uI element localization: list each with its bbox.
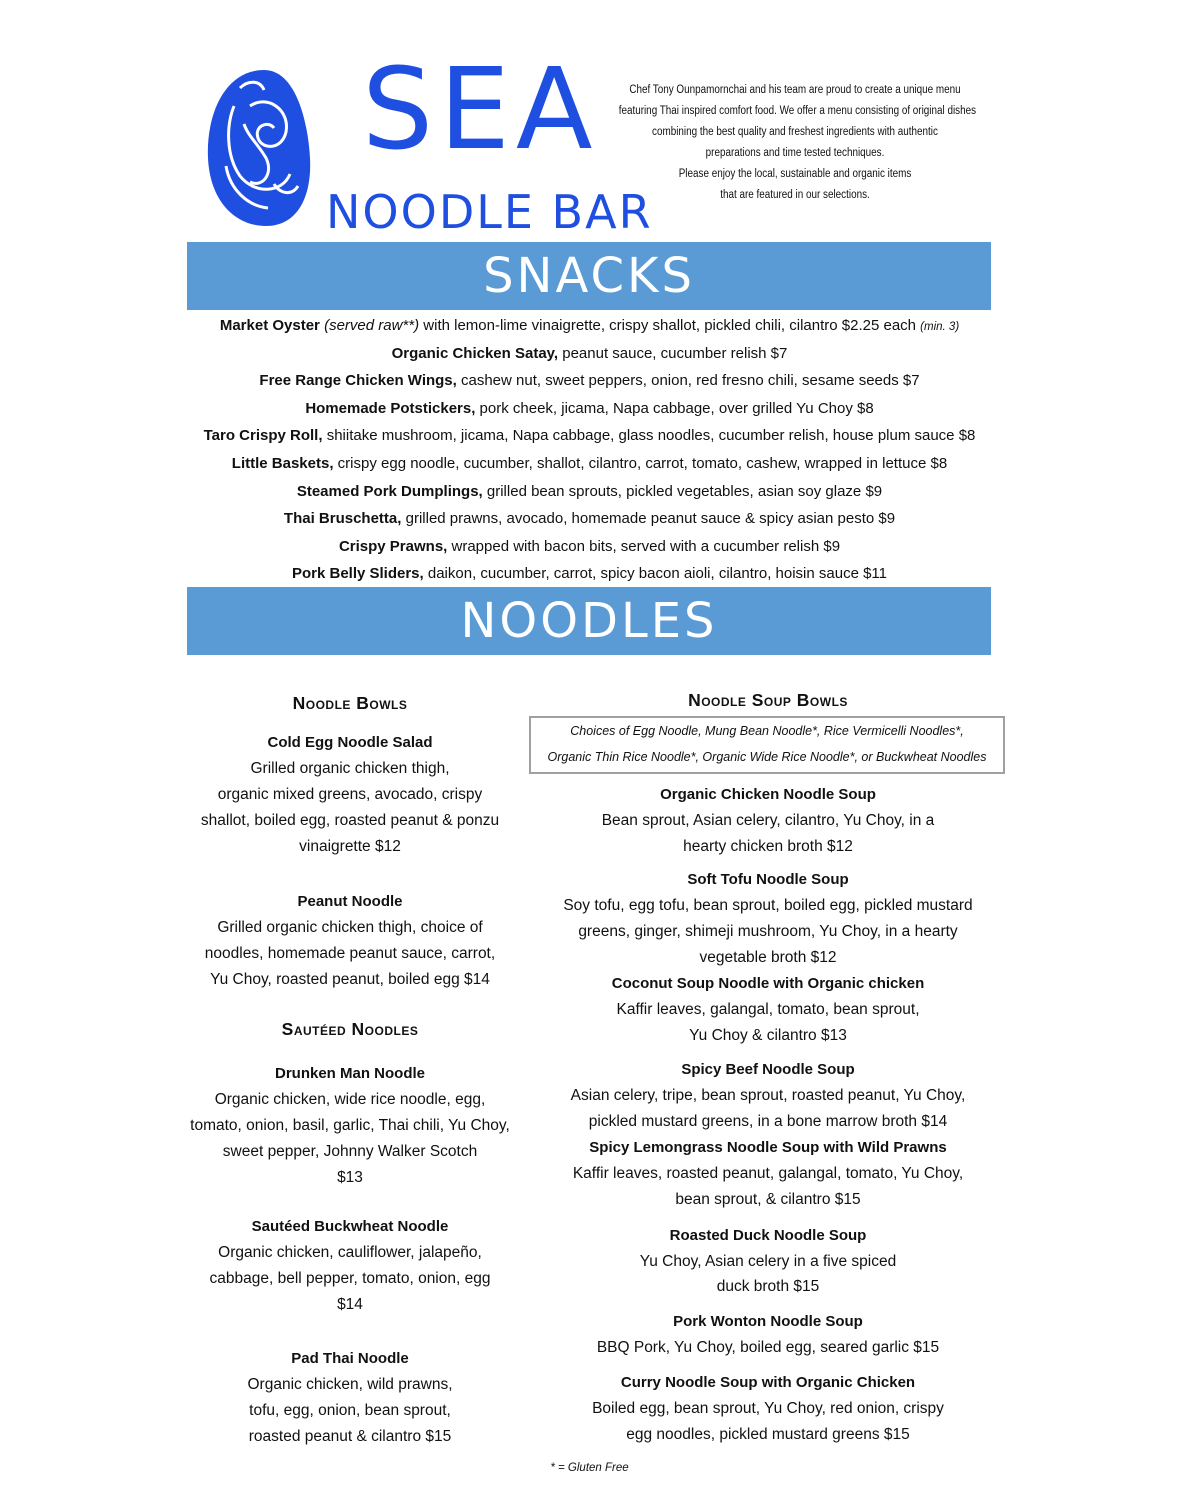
snack-item	[0, 395, 1179, 423]
snack-name: Market Oyster	[219, 317, 320, 334]
dish-desc-line: Kaffir leaves, galangal, tomato, bean sprout,	[616, 1001, 920, 1018]
snack-item	[0, 340, 1179, 368]
dish-desc-line: Organic chicken, cauliflower, jalapeño,	[218, 1244, 482, 1261]
dish-desc-line: duck broth $15	[716, 1278, 820, 1295]
logo-title: SEA	[362, 45, 599, 175]
dish-desc-line: Boiled egg, bean sprout, Yu Choy, red onion, crispy	[592, 1400, 944, 1417]
section-heading: Sautéed Noodles	[281, 1019, 419, 1039]
dish-desc-line: roasted peanut & cilantro $15	[248, 1428, 452, 1445]
dish-desc-line: sweet pepper, Johnny Walker Scotch	[222, 1143, 478, 1160]
dish-desc-line: cabbage, bell pepper, tomato, onion, egg	[209, 1270, 491, 1287]
intro-line: Chef Tony Ounpamornchai and his team are proud to create a unique menu	[629, 84, 961, 96]
snack-item	[0, 560, 1179, 588]
snack-desc: grilled prawns, avocado, homemade peanut sauce & spicy asian pesto $9	[401, 510, 896, 528]
snack-item	[0, 422, 1179, 450]
intro-line: Please enjoy the local, sustainable and organic items	[678, 168, 912, 180]
snack-item	[0, 478, 1179, 506]
soup-bowls-heading-wrap	[520, 687, 1016, 713]
snack-name: Free Range Chicken Wings,	[259, 372, 457, 390]
dish-desc-line: vinaigrette $12	[299, 838, 401, 855]
sauteed-noodles-section	[180, 1016, 520, 1450]
dish-desc-line: noodles, homemade peanut sauce, carrot,	[204, 945, 496, 962]
dish-desc-line: Yu Choy, roasted peanut, boiled egg $14	[210, 971, 490, 988]
dish-desc-line: Bean sprout, Asian celery, cilantro, Yu Choy, in a	[601, 812, 935, 829]
dish-name: Peanut Noodle	[297, 893, 403, 910]
noodle-bowls-section	[180, 690, 520, 993]
dish-name: Pork Wonton Noodle Soup	[673, 1313, 863, 1330]
dish-name: Drunken Man Noodle	[274, 1065, 425, 1082]
dish-desc-line: Organic chicken, wide rice noodle, egg,	[214, 1091, 486, 1108]
dish-name: Cold Egg Noodle Salad	[267, 734, 433, 751]
dish-desc-line: Asian celery, tripe, bean sprout, roasted peanut, Yu Choy,	[570, 1087, 966, 1104]
dish-desc-line: tofu, egg, onion, bean sprout,	[249, 1402, 451, 1419]
section-heading: Noodle Bowls	[292, 693, 408, 713]
soup-bowls-section	[520, 782, 1016, 1448]
logo-subtitle: NOODLE BAR	[326, 185, 653, 239]
dish-desc-line: bean sprout, & cilantro $15	[675, 1191, 861, 1208]
dish-name: Roasted Duck Noodle Soup	[669, 1227, 867, 1244]
snack-name: Taro Crispy Roll,	[203, 427, 323, 445]
intro-text	[618, 80, 977, 206]
dish-desc-line: Grilled organic chicken thigh,	[250, 760, 450, 777]
snack-desc: pork cheek, jicama, Napa cabbage, over grilled Yu Choy $8	[475, 399, 874, 417]
snack-desc: shiitake mushroom, jicama, Napa cabbage, glass noodles, cucumber relish, house plum sauce $8	[322, 427, 976, 445]
choices-line: Choices of Egg Noodle, Mung Bean Noodle*, Rice Vermicelli Noodles*,	[570, 724, 964, 738]
dish-desc-line: vegetable broth $12	[699, 949, 837, 966]
logo-emblem-icon	[204, 66, 314, 230]
dish-desc-line: Yu Choy, Asian celery in a five spiced	[639, 1253, 897, 1270]
intro-line: combining the best quality and freshest ingredients with authentic	[652, 126, 938, 138]
snack-item	[0, 367, 1179, 395]
dish-name: Curry Noodle Soup with Organic Chicken	[620, 1374, 916, 1391]
dish-name: Spicy Lemongrass Noodle Soup with Wild Prawns	[589, 1139, 947, 1156]
dish-name: Sautéed Buckwheat Noodle	[251, 1218, 449, 1235]
dish-desc-line: Grilled organic chicken thigh, choice of	[217, 919, 483, 936]
dish-name: Spicy Beef Noodle Soup	[681, 1061, 855, 1078]
snack-name: Homemade Potstickers,	[305, 399, 476, 417]
snack-name: Crispy Prawns,	[338, 537, 448, 555]
snack-name: Organic Chicken Satay,	[391, 344, 559, 362]
snacks-banner: SNACKS	[187, 242, 991, 310]
dish-desc-line: BBQ Pork, Yu Choy, boiled egg, seared garlic $15	[596, 1339, 940, 1356]
snack-desc: grilled bean sprouts, pickled vegetables, asian soy glaze $9	[482, 482, 883, 500]
noodle-choices-box	[529, 716, 1005, 774]
snack-desc: with lemon-lime vinaigrette, crispy shallot, pickled chili, cilantro $2.25 each	[419, 317, 921, 334]
dish-desc-line: $13	[337, 1169, 363, 1186]
section-heading: Noodle Soup Bowls	[688, 690, 848, 710]
snack-item	[0, 533, 1179, 561]
snack-item	[0, 505, 1179, 533]
dish-desc-line: organic mixed greens, avocado, crispy	[217, 786, 483, 803]
dish-name: Coconut Soup Noodle with Organic chicken	[611, 975, 925, 992]
intro-line: preparations and time tested techniques.	[705, 147, 885, 159]
snack-desc: daikon, cucumber, carrot, spicy bacon aioli, cilantro, hoisin sauce $11	[423, 565, 888, 583]
dish-name: Pad Thai Noodle	[291, 1350, 409, 1367]
gluten-free-footnote: * = Gluten Free	[550, 1462, 629, 1474]
dish-desc-line: Kaffir leaves, roasted peanut, galangal, tomato, Yu Choy,	[572, 1165, 964, 1182]
snack-name: Steamed Pork Dumplings,	[296, 482, 483, 500]
dish-desc-line: Soy tofu, egg tofu, bean sprout, boiled egg, pickled mustard	[563, 897, 973, 914]
choices-line: Organic Thin Rice Noodle*, Organic Wide Rice Noodle*, or Buckwheat Noodles	[547, 750, 987, 764]
snack-name: Thai Bruschetta,	[283, 510, 402, 528]
dish-desc-line: pickled mustard greens, in a bone marrow broth $14	[588, 1113, 948, 1130]
dish-desc-line: $14	[337, 1296, 363, 1313]
intro-line: featuring Thai inspired comfort food. We offer a menu consisting of original dishes	[618, 105, 977, 117]
noodles-banner: NOODLES	[187, 587, 991, 655]
snack-desc: crispy egg noodle, cucumber, shallot, cilantro, carrot, tomato, cashew, wrapped in lettuce $8	[333, 454, 948, 472]
snacks-list	[0, 312, 1179, 588]
snack-note: (served raw**)	[324, 317, 420, 334]
snack-desc: wrapped with bacon bits, served with a cucumber relish $9	[447, 537, 841, 555]
dish-name: Organic Chicken Noodle Soup	[660, 786, 876, 803]
snack-desc: cashew nut, sweet peppers, onion, red fresno chili, sesame seeds $7	[456, 372, 920, 390]
dish-desc-line: greens, ginger, shimeji mushroom, Yu Choy, in a hearty	[578, 923, 958, 940]
snack-name: Pork Belly Sliders,	[291, 565, 424, 583]
dish-name: Soft Tofu Noodle Soup	[687, 871, 849, 888]
dish-desc-line: shallot, boiled egg, roasted peanut & ponzu	[200, 812, 500, 829]
snack-item	[0, 312, 1179, 340]
snack-name: Little Baskets,	[231, 454, 334, 472]
dish-desc-line: Organic chicken, wild prawns,	[247, 1376, 453, 1393]
snack-desc: peanut sauce, cucumber relish $7	[558, 344, 788, 362]
dish-desc-line: egg noodles, pickled mustard greens $15	[626, 1426, 910, 1443]
dish-desc-line: tomato, onion, basil, garlic, Thai chili, Yu Choy,	[190, 1117, 510, 1134]
snack-item	[0, 450, 1179, 478]
dish-desc-line: Yu Choy & cilantro $13	[689, 1027, 847, 1044]
snack-extra: (min. 3)	[920, 321, 960, 333]
dish-desc-line: hearty chicken broth $12	[683, 838, 853, 855]
intro-line: that are featured in our selections.	[720, 189, 870, 201]
